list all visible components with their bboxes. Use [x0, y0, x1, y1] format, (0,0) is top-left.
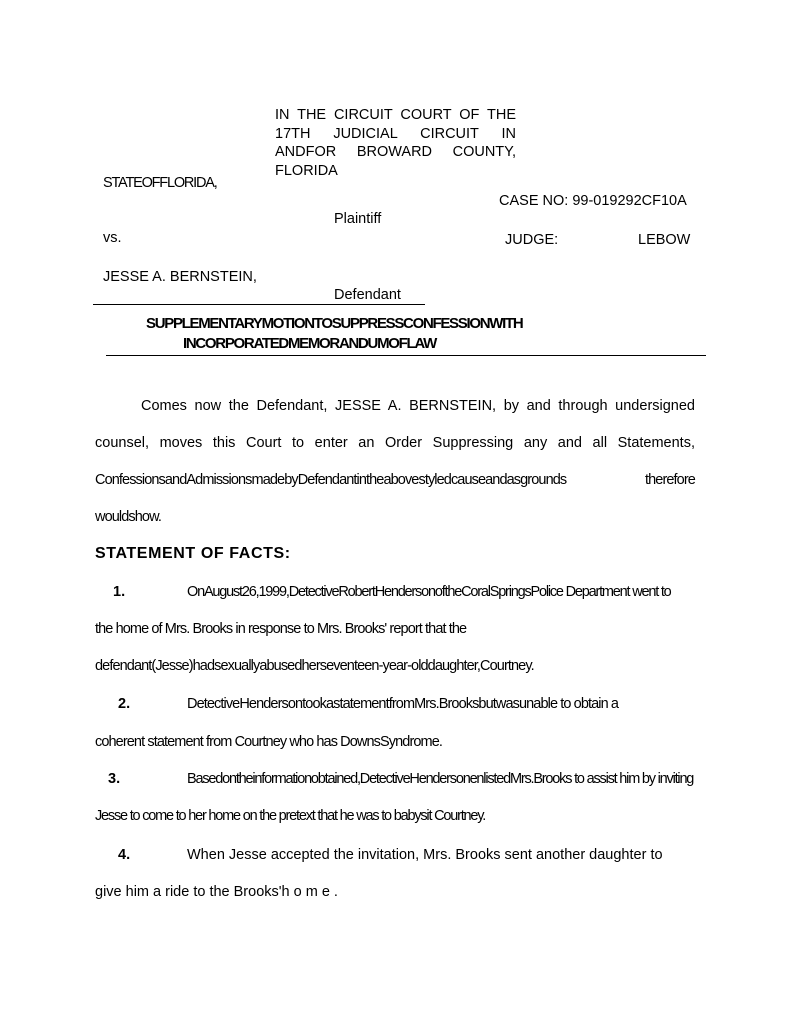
fact-4-line-2: give him a ride to the Brooks'h o m e . [95, 884, 338, 900]
judge-name: LEBOW [638, 232, 691, 248]
court-header [275, 106, 516, 180]
fact-3-line-2: Jesse to come to her home on the pretext that he was to babysit Courtney. [95, 808, 486, 824]
plaintiff-label: Plaintiff [334, 211, 382, 227]
versus-label: vs. [103, 230, 122, 246]
fact-4-line-1: When Jesse accepted the invitation, Mrs. Brooks sent another daughter to [187, 847, 663, 863]
fact-3-number: 3. [108, 771, 121, 787]
court-line-4: FLORIDA [275, 162, 338, 179]
fact-2-line-2: coherent statement from Courtney who has DownsSyndrome. [95, 734, 443, 750]
title-rule [106, 355, 706, 356]
fact-1-line-2: the home of Mrs. Brooks in response to Mrs. Brooks' report that the [95, 621, 467, 637]
fact-2-number: 2. [118, 696, 131, 712]
motion-title-line-1: SUPPLEMENTARYMOTIONTOSUPPRESSCONFESSIONWITH [146, 315, 523, 332]
defendant-label: Defendant [334, 287, 401, 303]
intro-line-3-end: therefore [645, 472, 695, 488]
case-number: CASE NO: 99-019292CF10A [499, 193, 687, 209]
judge-label: JUDGE: [505, 232, 559, 248]
court-line-1: IN THE CIRCUIT COURT OF THE [275, 107, 516, 123]
court-line-3: ANDFOR BROWARD COUNTY, [275, 144, 516, 160]
intro-line-3: ConfessionsandAdmissionsmadebyDefendantintheabovestyledcauseandasgrounds [95, 472, 567, 488]
facts-heading: STATEMENT OF FACTS: [95, 545, 291, 562]
fact-1-line-1: OnAugust26,1999,DetectiveRobertHendersonoftheCoralSpringsPolice Department went to [187, 584, 671, 600]
fact-1-number: 1. [113, 584, 126, 600]
intro-line-4: wouldshow. [95, 509, 161, 525]
intro-line-1: Comes now the Defendant, JESSE A. BERNSTEIN, by and through undersigned [141, 398, 695, 414]
defendant-name: JESSE A. BERNSTEIN, [103, 269, 257, 285]
caption-rule [93, 304, 425, 305]
state-party: STATEOFFLORIDA, [103, 175, 217, 191]
fact-3-line-1: Basedontheinformationobtained,DetectiveHendersonenlistedMrs.Brooks to assist him by inviting [187, 771, 694, 787]
motion-title-line-2: INCORPORATEDMEMORANDUMOFLAW [183, 335, 436, 352]
court-line-2: 17TH JUDICIAL CIRCUIT IN [275, 125, 516, 142]
intro-line-2: counsel, moves this Court to enter an Order Suppressing any and all Statements, [95, 435, 695, 451]
fact-1-line-3: defendant(Jesse)hadsexuallyabusedherseventeen-year-olddaughter,Courtney. [95, 658, 534, 674]
fact-4-number: 4. [118, 847, 131, 863]
fact-2-line-1: DetectiveHendersontookastatementfromMrs.Brooksbutwasunable to obtain a [187, 696, 619, 712]
